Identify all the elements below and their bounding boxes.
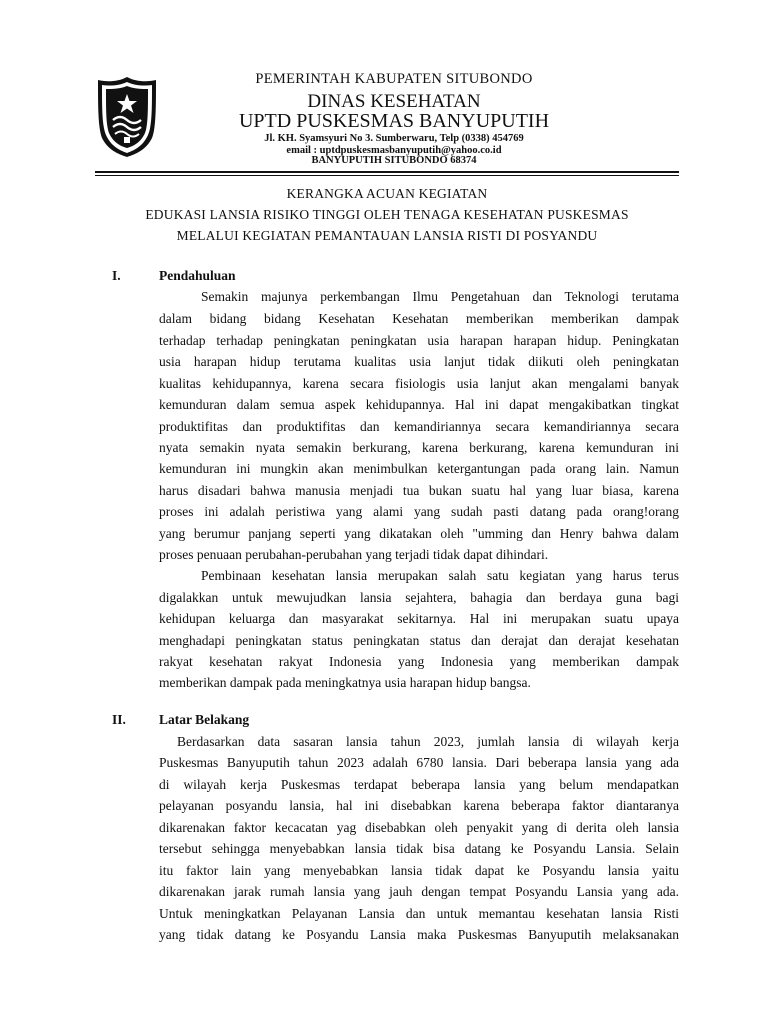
paragraph-line: itu faktor lain yang menyebabkan lansia tidak dapat ke Posyandu lansia yaitu	[159, 863, 679, 878]
paragraph-line: yang tidak datang ke Posyandu Lansia maka Puskesmas Banyuputih melaksanakan	[159, 927, 679, 942]
paragraph-line: nyata semakin nyata semakin berkurang, karena berkurang, karena kemunduran ini	[159, 440, 679, 455]
paragraph-line: dikarenakan jarak rumah lansia yang jauh dengan tempat Posyandu Lansia yang ada.	[159, 884, 679, 899]
letterhead-address: Jl. KH. Syamsyuri No 3. Sumberwaru, Telp (0338) 454769	[264, 133, 524, 144]
paragraph-line: di wilayah kerja Puskesmas terdapat beberapa lansia yang belum mendapatkan	[159, 777, 679, 792]
section-number: II.	[112, 712, 126, 727]
paragraph-line: kemunduran ini mungkin akan menimbulkan ketergantungan pada orang lain. Namun	[159, 461, 679, 476]
regency-shield-emblem-icon	[96, 76, 158, 158]
paragraph-line: dalam bidang bidang Kesehatan Kesehatan memberikan memberikan dampak	[159, 311, 679, 326]
paragraph-line: usia harapan hidup terutama kualitas usia lanjut tidak diikuti oleh peningkatan	[159, 354, 679, 369]
document-title: KERANGKA ACUAN KEGIATAN	[286, 186, 488, 201]
paragraph-line: harus disadari bahwa manusia menjadi tua bukan suatu hal yang luar biasa, karena	[159, 483, 679, 498]
paragraph-line: Untuk meningkatkan Pelayanan Lansia dan untuk memantau kesehatan lansia Risti	[159, 906, 679, 921]
paragraph-line: menghadapi peningkatan status peningkatan status dan derajat dan derajat kesehatan	[159, 633, 679, 648]
paragraph-line: rakyat kesehatan rakyat Indonesia yang Indonesia yang memberikan dampak	[159, 654, 679, 669]
paragraph-line: kemunduran dalam semua aspek kehidupannya. Hal ini dapat mengakibatkan tingkat	[159, 397, 679, 412]
paragraph-line: terhadap terhadap peningkatan peningkatan usia harapan harapan hidup. Peningkatan	[159, 333, 679, 348]
paragraph-line: proses ini adalah peristiwa yang alami yang sudah pasti datang pada orang!orang	[159, 504, 679, 519]
letterhead-city: BANYUPUTIH SITUBONDO 68374	[311, 155, 477, 166]
paragraph-line: produktifitas dan produktifitas dan kemandiriannya secara kemandiriannya secara	[159, 419, 679, 434]
document-subtitle-2: MELALUI KEGIATAN PEMANTAUAN LANSIA RISTI DI POSYANDU	[176, 228, 598, 243]
letterhead-department: DINAS KESEHATAN	[307, 91, 481, 112]
letterhead-rule-thick	[95, 171, 679, 173]
section-heading: Pendahuluan	[159, 268, 236, 283]
paragraph-line: pelayanan posyandu lansia, hal ini disebabkan karena beberapa faktor diantaranya	[159, 798, 679, 813]
paragraph-line: Berdasarkan data sasaran lansia tahun 2023, jumlah lansia di wilayah kerja	[177, 734, 679, 749]
letterhead-institution: UPTD PUSKESMAS BANYUPUTIH	[238, 110, 550, 132]
letterhead-rule-thin	[95, 175, 679, 176]
paragraph-line: Puskesmas Banyuputih tahun 2023 adalah 6780 lansia. Dari beberapa lansia yang ada	[159, 755, 679, 770]
paragraph-line: Pembinaan kesehatan lansia merupakan salah satu kegiatan yang harus terus	[201, 568, 679, 583]
paragraph-line: memberikan dampak pada meningkatnya usia harapan hidup bangsa.	[159, 675, 531, 690]
letterhead-email: email : uptdpuskesmasbanyuputih@yahoo.co.id	[286, 145, 502, 156]
document-subtitle-1: EDUKASI LANSIA RISIKO TINGGI OLEH TENAGA KESEHATAN PUSKESMAS	[145, 207, 629, 222]
paragraph-line: yang berumur panjang seperti yang dikatakan oleh "umming dan Henry bahwa dalam	[159, 526, 679, 541]
section-number: I.	[112, 268, 121, 283]
letterhead-government: PEMERINTAH KABUPATEN SITUBONDO	[255, 71, 533, 87]
section-heading: Latar Belakang	[159, 712, 250, 727]
paragraph-line: Semakin majunya perkembangan Ilmu Pengetahuan dan Teknologi terutama	[201, 289, 679, 304]
paragraph-line: kualitas kehidupannya, karena secara fisiologis usia lanjut akan mengalami banyak	[159, 376, 679, 391]
paragraph-line: dikarenakan faktor kecacatan yag disebabkan oleh penyakit yang di derita oleh lansia	[159, 820, 679, 835]
paragraph-line: digalakkan untuk mewujudkan lansia sejahtera, bahagia dan berdaya guna bagi	[159, 590, 679, 605]
paragraph-line: kehidupan keluarga dan masyarakat sekitarnya. Hal ini merupakan suatu upaya	[159, 611, 679, 626]
paragraph-line: proses penuaan perubahan-perubahan yang terjadi tidak dapat dihindari.	[159, 547, 549, 562]
paragraph-line: tersebut sehingga menyebabkan lansia tidak bisa datang ke Posyandu Lansia. Selain	[159, 841, 679, 856]
